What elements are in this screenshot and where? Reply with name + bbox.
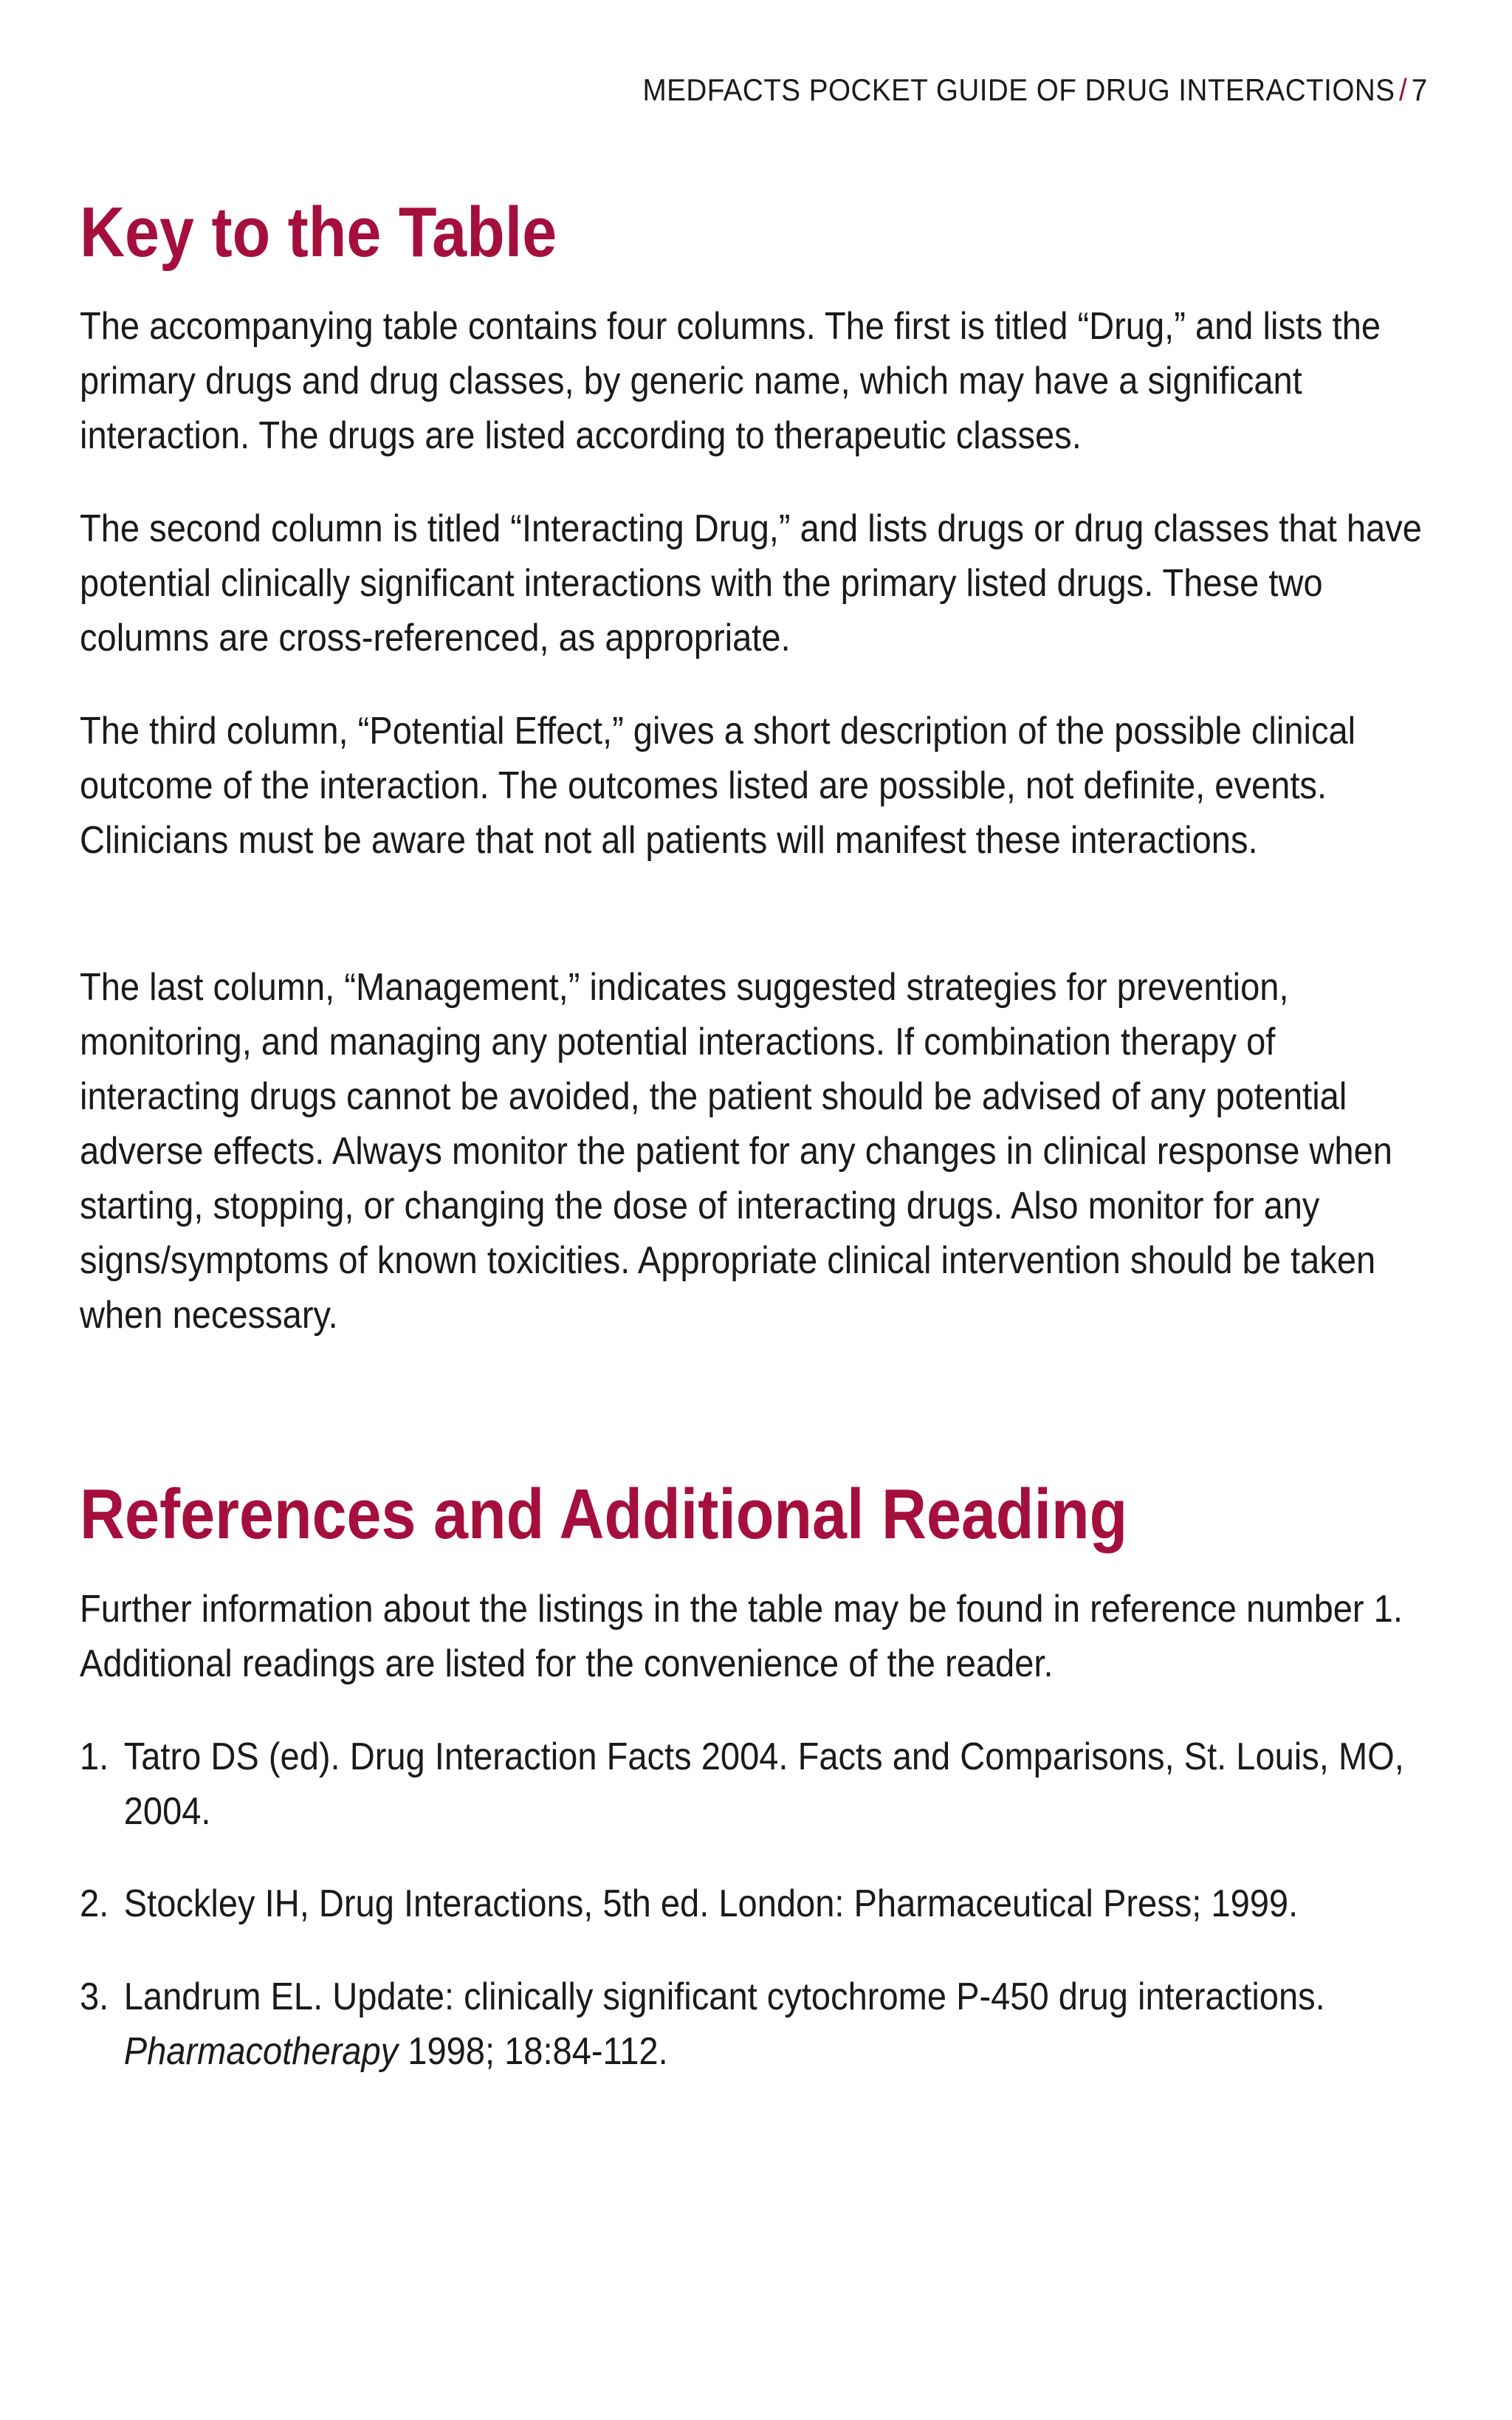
reference-citation: 1998; 18:84-112. xyxy=(408,2030,668,2073)
section-heading-references: References and Additional Reading xyxy=(80,1475,1128,1554)
reference-number: 2. xyxy=(80,1882,109,1925)
page-number: 7 xyxy=(1412,72,1428,107)
reference-item xyxy=(80,1970,1456,2079)
reference-item xyxy=(80,1730,1456,1839)
running-header-separator: / xyxy=(1399,72,1408,107)
reference-text-main: Landrum EL. Update: clinically significant cytochrome P-450 drug interactions. xyxy=(123,1975,1325,2018)
reference-number: 3. xyxy=(80,1975,109,2018)
running-header xyxy=(643,72,1428,108)
reference-journal: Pharmacotherapy xyxy=(123,2030,399,2073)
reference-number: 1. xyxy=(80,1735,109,1778)
reference-text: Stockley IH, Drug Interactions, 5th ed. London: Pharmaceutical Press; 1999. xyxy=(123,1882,1299,1925)
reference-text: Tatro DS (ed). Drug Interaction Facts 2004. Facts and Comparisons, St. Louis, MO, 2004. xyxy=(123,1735,1404,1833)
reference-item xyxy=(80,1876,1456,1931)
references-intro: Further information about the listings in the table may be found in reference number 1. Additional readings are listed for the convenience of the reader. xyxy=(80,1588,1403,1685)
paragraph-interacting-drug-column: The second column is titled “Interacting Drug,” and lists drugs or drug classes that have potential clinically significant interactions with the primary listed drugs. These two columns are cross-referenced, as appropriate. xyxy=(80,507,1422,659)
running-header-title: MEDFACTS POCKET GUIDE OF DRUG INTERACTIONS xyxy=(642,72,1395,107)
paragraph-drug-column: The accompanying table contains four columns. The first is titled “Drug,” and lists the primary drugs and drug classes, by generic name, which may have a significant interaction. The drugs are listed according to therapeutic classes. xyxy=(80,305,1381,457)
reference-text xyxy=(124,1970,1457,2079)
paragraph-potential-effect-column: The third column, “Potential Effect,” gives a short description of the possible clinical outcome of the interaction. The outcomes listed are possible, not definite, events. Clinicians must be aware that not all patients will manifest these interactions. xyxy=(80,710,1356,862)
paragraph-management-column: The last column, “Management,” indicates suggested strategies for prevention, monitoring, and managing any potential interactions. If combination therapy of interacting drugs cannot be avoided, the patient should be advised of any potential adverse effects. Always monitor the patient for any changes in clinical response when starting, stopping, or changing the dose of interacting drugs. Also monitor for any signs/symptoms of known toxicities. Appropriate clinical intervention should be taken when necessary. xyxy=(80,966,1392,1337)
section-heading-key-to-table: Key to the Table xyxy=(80,193,557,272)
